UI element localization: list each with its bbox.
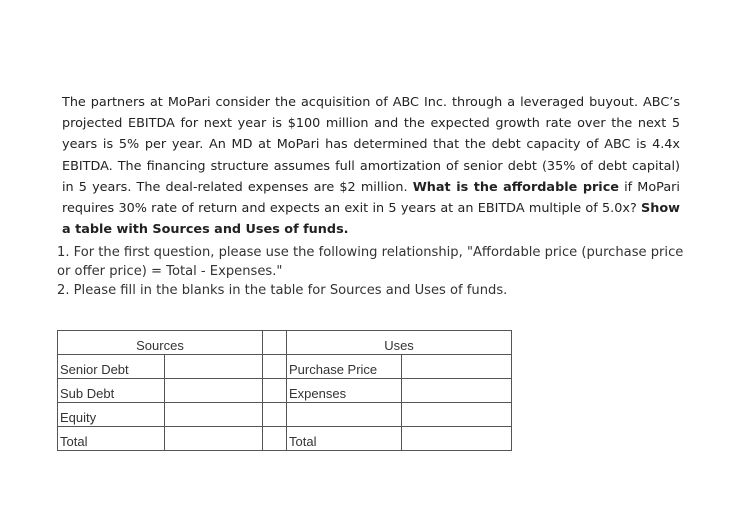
use-label-total: Total (287, 427, 402, 451)
problem-text-2: if MoPari requires 30% rate of return and expects an exit in 5 years at an EBITDA multiple of 5.0x? (62, 179, 680, 217)
use-label-empty (287, 403, 402, 427)
use-label-purchase-price: Purchase Price (287, 355, 402, 379)
source-value-total[interactable] (165, 427, 263, 451)
source-label-total: Total (58, 427, 165, 451)
source-value-senior-debt[interactable] (165, 355, 263, 379)
problem-question-affordable-price: What is the affordable price (412, 179, 619, 195)
spacer-cell (263, 331, 287, 355)
sources-uses-table (57, 330, 512, 451)
uses-header: Uses (287, 331, 512, 355)
source-label-sub-debt: Sub Debt (58, 379, 165, 403)
sources-header: Sources (58, 331, 263, 355)
table-row (58, 427, 512, 451)
problem-question-sources-uses: Show a table with Sources and Uses of funds. (62, 201, 680, 238)
instructions (57, 243, 687, 301)
spacer-cell (263, 427, 287, 451)
use-value-empty[interactable] (402, 403, 512, 427)
use-value-purchase-price[interactable] (402, 355, 512, 379)
use-value-expenses[interactable] (402, 379, 512, 403)
problem-text-1: The partners at MoPari consider the acquisition of ABC Inc. through a leveraged buyout. ABC’s projected EBITDA for next year is $100 million and the expected growth rate over the next 5 years is 5% per year. An MD at MoPari has determined that the debt capacity of ABC is 4.4x EBITDA. The financing structure assumes full amortization of senior debt (35% of debt capital) in 5 years. The deal-related expenses are $2 million. (62, 95, 680, 195)
source-label-senior-debt: Senior Debt (58, 355, 165, 379)
source-label-equity: Equity (58, 403, 165, 427)
table-row (58, 355, 512, 379)
table-row (58, 403, 512, 427)
use-value-total[interactable] (402, 427, 512, 451)
spacer-cell (263, 355, 287, 379)
use-label-expenses: Expenses (287, 379, 402, 403)
source-value-sub-debt[interactable] (165, 379, 263, 403)
table-header-row (58, 331, 512, 355)
source-value-equity[interactable] (165, 403, 263, 427)
instruction-item-1: 1. For the first question, please use the following relationship, "Affordable price (purchase price or offer price) = Total - Expenses." (57, 245, 684, 280)
spacer-cell (263, 403, 287, 427)
instruction-item-2: 2. Please fill in the blanks in the table for Sources and Uses of funds. (57, 283, 508, 299)
spacer-cell (263, 379, 287, 403)
table-row (58, 379, 512, 403)
problem-statement (62, 92, 680, 240)
